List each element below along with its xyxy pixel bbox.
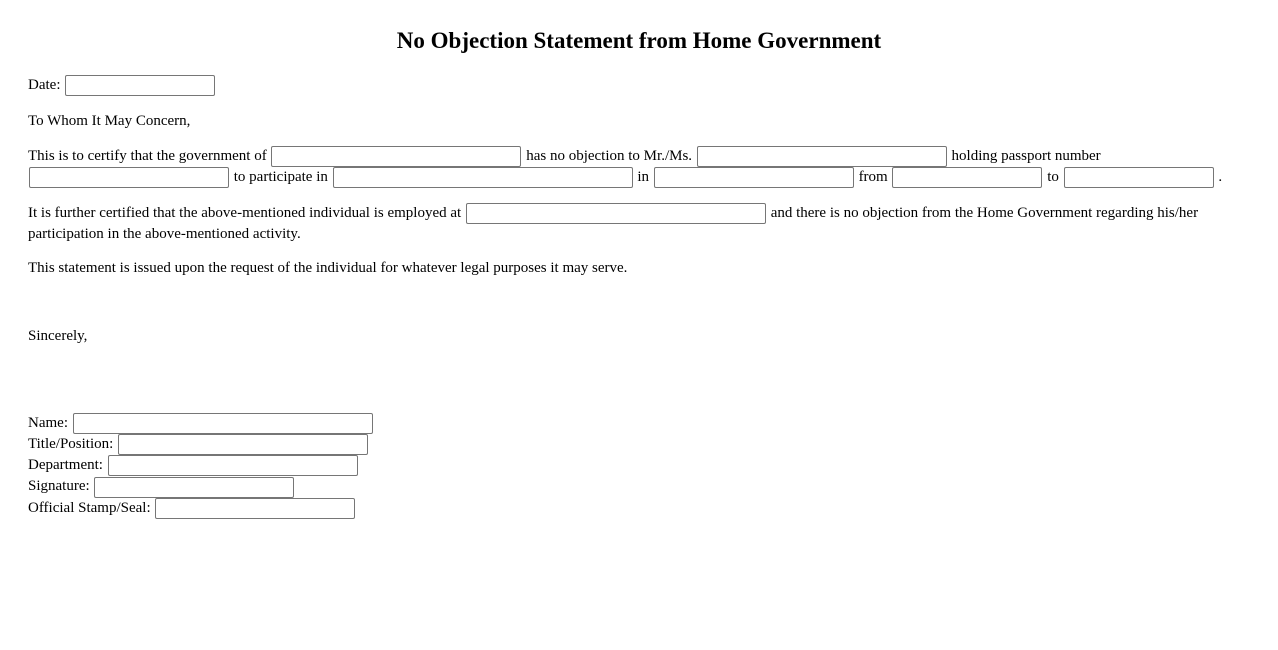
request-paragraph: This statement is issued upon the request of the individual for whatever legal purposes it may serve. [28,260,628,277]
stamp-row [28,498,1250,519]
name-label: Name: [28,415,68,432]
start-date-input[interactable] [892,167,1042,188]
participate-text: to participate in [233,169,328,186]
in-text: in [637,169,650,186]
name-row [28,413,1250,434]
department-label: Department: [28,457,103,474]
government-input[interactable] [271,146,521,167]
location-input[interactable] [654,167,854,188]
department-row [28,455,1250,476]
passport-number-input[interactable] [29,167,229,188]
employed-text: It is further certified that the above-mentioned individual is employed at [28,205,462,222]
date-line [28,75,1250,96]
no-objection-text: has no objection to Mr./Ms. [526,148,693,165]
period-text: . [1218,169,1223,186]
department-input[interactable] [108,455,358,476]
certification-paragraph [28,146,1250,188]
activity-input[interactable] [333,167,633,188]
greeting: To Whom It May Concern, [28,113,191,130]
title-input[interactable] [118,434,368,455]
end-date-input[interactable] [1064,167,1214,188]
stamp-label: Official Stamp/Seal: [28,499,151,516]
passport-text: holding passport number [951,148,1101,165]
title-label: Title/Position: [28,436,114,453]
to-text: to [1047,169,1059,186]
closing: Sincerely, [28,328,88,345]
date-input[interactable] [65,75,215,96]
stamp-input[interactable] [155,498,355,519]
signature-row [28,476,1250,497]
certify-text: This is to certify that the government of [28,148,267,165]
name-input[interactable] [73,413,373,434]
title-row [28,434,1250,455]
home-government-text: and there is no objection from the Home Government regarding his/her participation in the above-mentioned activity. [28,205,1199,243]
signature-block [28,413,1250,518]
signature-input[interactable] [94,477,294,498]
employment-paragraph [28,203,1218,245]
from-text: from [858,169,888,186]
person-name-input[interactable] [697,146,947,167]
signature-label: Signature: [28,478,90,495]
employer-input[interactable] [466,203,766,224]
page-title: No Objection Statement from Home Government [396,28,882,53]
date-label: Date: [28,77,61,93]
